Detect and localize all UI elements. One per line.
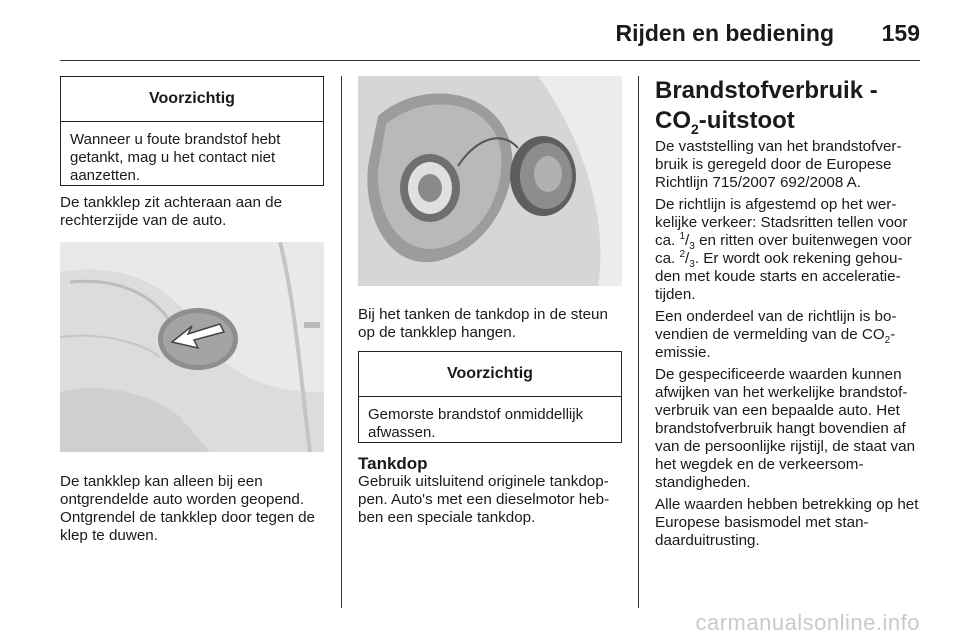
deviation-text: De gespecificeerde waarden kunnen afwijken van het werkelijke brandstofverbruik van een bepaalde auto. Het brandstofverbruik hangt bovendien af van de persoonlijke rijstijl, de staat van het wegdek en de verkeersomstandigheden. (655, 366, 916, 491)
fuel-flap-location-text: De tankklep zit achteraan aan de rechterzijde van de auto. (60, 194, 283, 229)
heading-co-sub: 2 (691, 120, 699, 137)
header-rule (60, 60, 920, 61)
co2-text-b: -emissie. (655, 326, 896, 361)
fuel-flap-unlock-text: De tankklep kan alleen bij een ontgrendelde auto worden geopend. Ontgrendel de tankklep door tegen de klep te duwen. (60, 473, 315, 544)
caution-box-2 (358, 351, 622, 443)
caution-text: Wanneer u foute brandstof hebt getankt, mag u het contact niet aanzetten. (70, 131, 281, 184)
heading-line1: Brandstofverbruik - (655, 77, 878, 104)
tankdop-heading: Tankdop (358, 454, 428, 473)
fuel-flap-photo (60, 242, 324, 452)
section-title: Rijden en bediening (615, 20, 834, 46)
fraction-1-den: 3 (689, 241, 695, 253)
fraction-2-num: 2 (679, 248, 686, 260)
ratio-text-c: . Er wordt ook rekening gehouden met koude starts en acceleratietijden. (655, 250, 903, 303)
fuel-consumption-heading (655, 76, 920, 136)
heading-co: CO (655, 107, 691, 134)
directive-text: De vaststelling van het brandstofverbruik is geregeld door de Europese Richtlijn 715/2007 692/2008 A. (655, 138, 902, 191)
fraction-1-num: 1 (679, 230, 686, 242)
tankdop-text: Gebruik uitsluitend originele tankdoppen. Auto's met een dieselmotor hebben een speciale tankdop. (358, 473, 610, 526)
column-right (655, 76, 920, 550)
co2-text-a: Een onderdeel van de richtlijn is bovendien de vermelding van de CO (655, 308, 897, 343)
traffic-ratio-text: De richtlijn is afgestemd op het werkelijke verkeer: Stadsritten tellen voor ca. $^1/_3$ en ritten over buitenwegen voor ca. $^2/_3$. Er wordt ook rekening gehouden met koude starts en acceleratietijden. (655, 196, 912, 303)
column-divider-1 (341, 76, 342, 608)
page-header (60, 14, 920, 54)
column-left (60, 76, 324, 545)
fraction-2-den: 3 (689, 259, 695, 271)
base-model-text: Alle waarden hebben betrekking op het Europese basismodel met standaarduitrusting. (655, 496, 919, 549)
column-divider-2 (638, 76, 639, 608)
watermark: carmanualsonline.info (695, 610, 920, 635)
heading-emission: -uitstoot (698, 107, 795, 134)
caution-title: Voorzichtig (61, 77, 323, 122)
column-middle (358, 76, 622, 527)
fuel-flap-illustration (60, 242, 324, 452)
co2-mention-text (655, 308, 920, 362)
page-number: 159 (881, 20, 920, 46)
ratio-text-b: en ritten over buitenwegen voor ca. (655, 232, 912, 267)
ratio-text-a: De richtlijn is afgestemd op het werkelijke verkeer: Stadsritten tellen voor ca. (655, 196, 908, 249)
co2-sub: 2 (884, 335, 891, 347)
fuel-cap-holder-text: Bij het tanken de tankdop in de steun op de tankklep hangen. (358, 306, 608, 341)
fuel-cap-photo (358, 76, 622, 286)
caution-text: Gemorste brandstof onmiddellijk afwassen. (368, 406, 584, 441)
caution-title: Voorzichtig (359, 352, 621, 397)
caution-box-1 (60, 76, 324, 186)
fuel-cap-illustration (358, 76, 622, 286)
